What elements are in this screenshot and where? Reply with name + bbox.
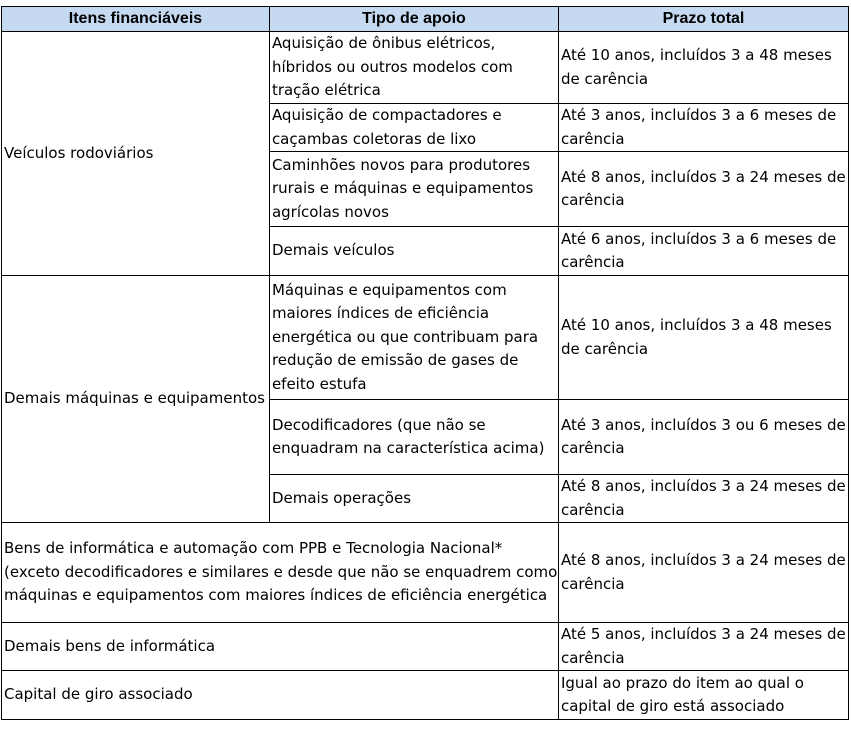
prazo-cell: Até 5 anos, incluídos 3 a 24 meses de carência bbox=[558, 623, 848, 671]
prazo-cell: Até 8 anos, incluídos 3 a 24 meses de carência bbox=[558, 523, 848, 623]
table-row bbox=[2, 523, 849, 623]
tipo-cell: Aquisição de ônibus elétricos, híbridos ou outros modelos com tração elétrica bbox=[269, 32, 558, 104]
prazo-cell: Até 10 anos, incluídos 3 a 48 meses de carência bbox=[558, 32, 848, 104]
header-tipo-de-apoio: Tipo de apoio bbox=[269, 7, 558, 32]
financing-table bbox=[1, 6, 849, 720]
item-demais-maquinas: Demais máquinas e equipamentos bbox=[2, 276, 270, 523]
prazo-cell: Até 6 anos, incluídos 3 a 6 meses de carência bbox=[558, 227, 848, 276]
item-capital-de-giro: Capital de giro associado bbox=[2, 671, 559, 720]
tipo-cell: Decodificadores (que não se enquadram na característica acima) bbox=[269, 400, 558, 475]
prazo-cell: Igual ao prazo do item ao qual o capital de giro está associado bbox=[558, 671, 848, 720]
table-row bbox=[2, 276, 849, 400]
header-prazo-total: Prazo total bbox=[558, 7, 848, 32]
item-bens-informatica-ppb: Bens de informática e automação com PPB e Tecnologia Nacional* (exceto decodificadores e similares e desde que não se enquadrem como máquinas e equipamentos com maiores índices de eficiência energética bbox=[2, 523, 559, 623]
table-row bbox=[2, 32, 849, 104]
tipo-cell: Demais operações bbox=[269, 475, 558, 523]
header-row bbox=[2, 7, 849, 32]
prazo-cell: Até 3 anos, incluídos 3 ou 6 meses de carência bbox=[558, 400, 848, 475]
table-row bbox=[2, 623, 849, 671]
table-row bbox=[2, 671, 849, 720]
header-itens-financiaveis: Itens financiáveis bbox=[2, 7, 270, 32]
tipo-cell: Aquisição de compactadores e caçambas coletoras de lixo bbox=[269, 104, 558, 152]
tipo-cell: Máquinas e equipamentos com maiores índices de eficiência energética ou que contribuam para redução de emissão de gases de efeito estufa bbox=[269, 276, 558, 400]
tipo-cell: Demais veículos bbox=[269, 227, 558, 276]
prazo-cell: Até 10 anos, incluídos 3 a 48 meses de carência bbox=[558, 276, 848, 400]
tipo-cell: Caminhões novos para produtores rurais e máquinas e equipamentos agrícolas novos bbox=[269, 152, 558, 227]
item-veiculos-rodoviarios: Veículos rodoviários bbox=[2, 32, 270, 276]
prazo-cell: Até 8 anos, incluídos 3 a 24 meses de carência bbox=[558, 152, 848, 227]
item-demais-bens-informatica: Demais bens de informática bbox=[2, 623, 559, 671]
prazo-cell: Até 3 anos, incluídos 3 a 6 meses de carência bbox=[558, 104, 848, 152]
prazo-cell: Até 8 anos, incluídos 3 a 24 meses de carência bbox=[558, 475, 848, 523]
